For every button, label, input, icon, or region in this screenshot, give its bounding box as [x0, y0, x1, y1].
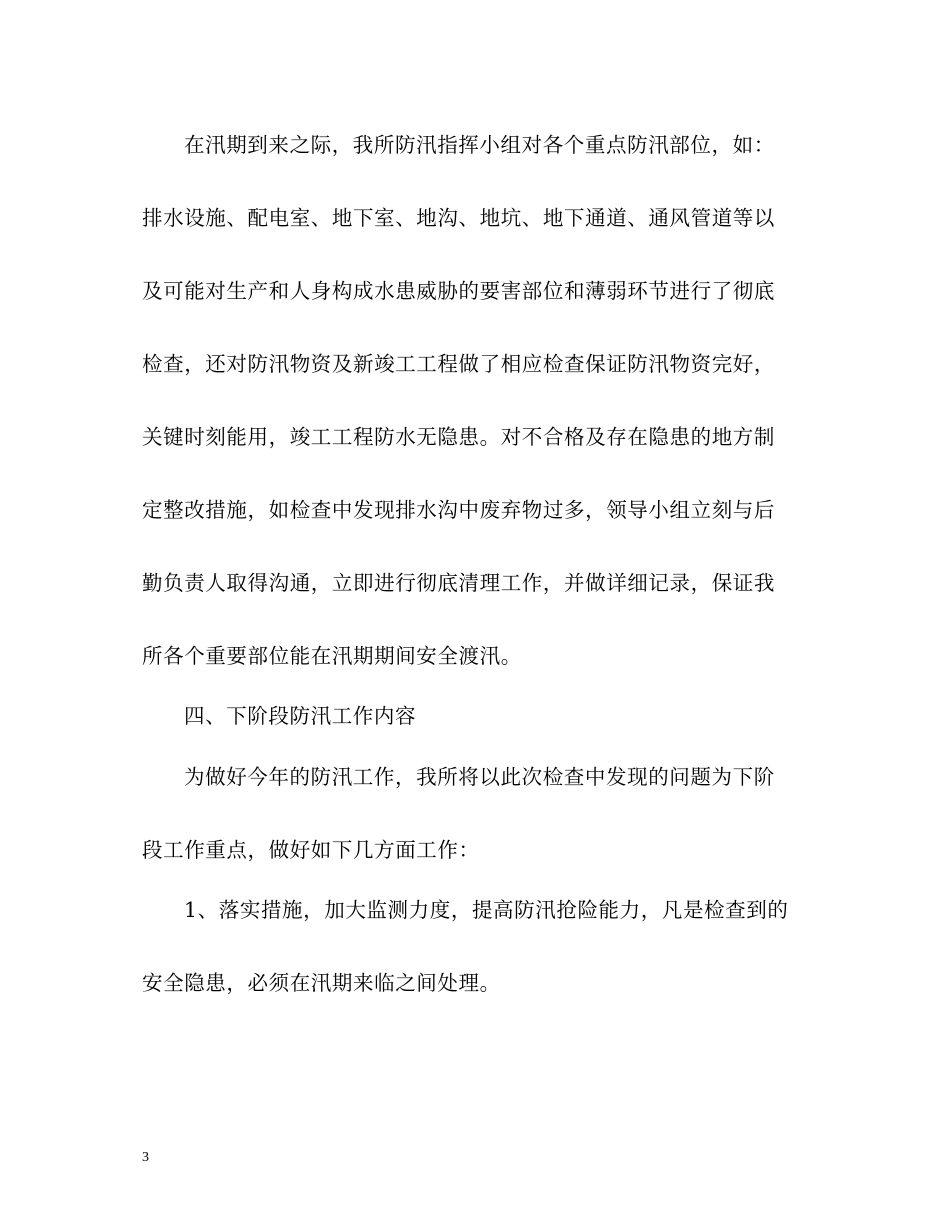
section-heading: 四、下阶段防汛工作内容: [184, 704, 417, 728]
paragraph-line: 检查，还对防汛物资及新竣工工程做了相应检查保证防汛物资完好，: [142, 352, 775, 376]
paragraph-line: 在汛期到来之际，我所防汛指挥小组对各个重点防汛部位，如：: [184, 133, 775, 157]
paragraph-line: 段工作重点，做好如下几方面工作：: [142, 838, 480, 862]
list-item-line: 安全隐患，必须在汛期来临之间处理。: [142, 971, 501, 995]
paragraph-line: 所各个重要部位能在汛期期间安全渡汛。: [142, 644, 522, 668]
page-number: 3: [142, 1150, 149, 1165]
paragraph-line: 为做好今年的防汛工作，我所将以此次检查中发现的问题为下阶: [184, 765, 775, 789]
paragraph-line: 定整改措施，如检查中发现排水沟中废弃物过多，领导小组立刻与后: [142, 498, 775, 522]
paragraph-line: 关键时刻能用，竣工工程防水无隐患。对不合格及存在隐患的地方制: [142, 425, 775, 449]
paragraph-line: 排水设施、配电室、地下室、地沟、地坑、地下通道、通风管道等以: [142, 206, 775, 230]
paragraph-line: 勤负责人取得沟通，立即进行彻底清理工作，并做详细记录，保证我: [142, 571, 775, 595]
paragraph-line: 及可能对生产和人身构成水患威胁的要害部位和薄弱环节进行了彻底: [142, 279, 775, 303]
list-item-line: 1、落实措施，加大监测力度，提高防汛抢险能力，凡是检查到的: [184, 898, 789, 922]
